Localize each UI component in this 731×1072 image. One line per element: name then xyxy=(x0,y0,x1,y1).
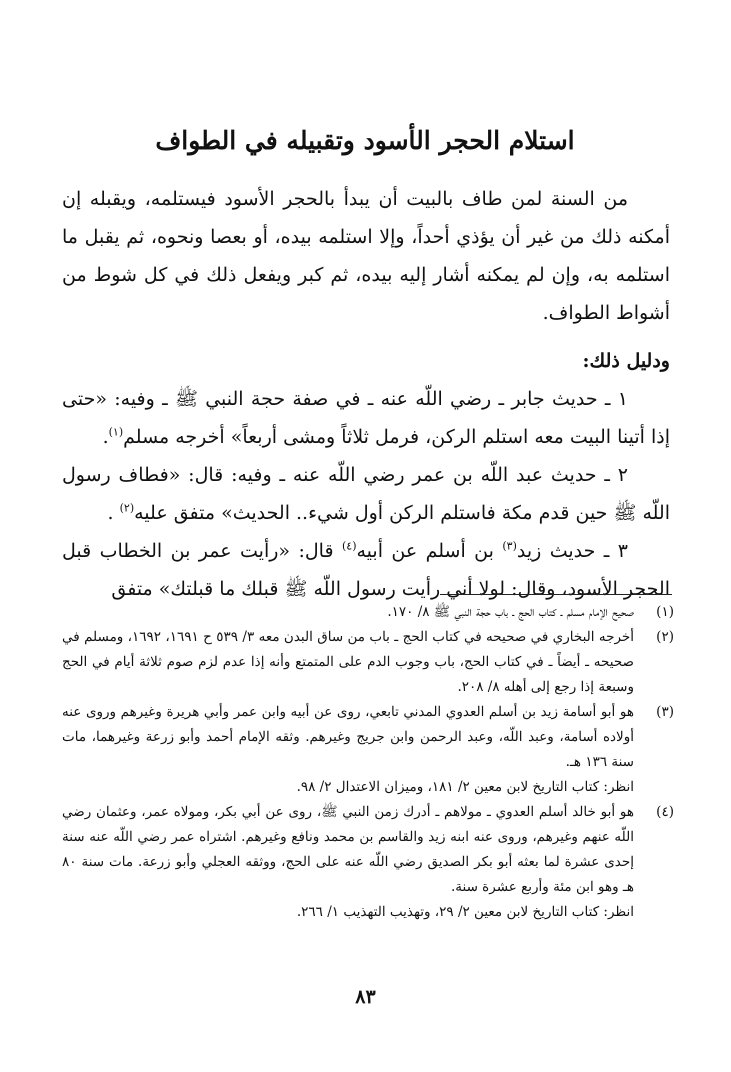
footnote-ref-4[interactable]: (٤) xyxy=(341,539,357,553)
footnote-text: هو أبو أسامة زيد بن أسلم العدوي المدني تابعي، روى عن أبيه وابن عمر وأبي هريرة وغيرهم وروى عنه أولاده أسامة، وعبد اللّه، وعبد الرحمن وابن جريج وغيرهم. وثقه الإمام أحمد وأبو زرعة وغيرهما، مات سنة ١٣٦ هـ. xyxy=(62,704,634,770)
footnote-reference: انظر: كتاب التاريخ لابن معين ٢/ ١٨١، وميزان الاعتدال ٢/ ٩٨. xyxy=(296,779,634,795)
hadith-2-end: . xyxy=(107,502,114,524)
hadith-3-text-c: قال: «رأيت عمر بن الخطاب قبل الحجر الأسود، وقال: لولا أني رأيت رسول اللّه ﷺ قبلك ما قبلتك» متفق xyxy=(62,540,670,600)
footnote-text: صحيح الإمام مسلم ـ كتاب الحج ـ باب حجة النبي ﷺ ٨/ ١٧٠. xyxy=(387,604,634,620)
footnote-body xyxy=(62,800,634,925)
footnote-text: أخرجه البخاري في صحيحه في كتاب الحج ـ باب من ساق البدن معه ٣/ ٥٣٩ ح ١٦٩١، ١٦٩٢، ومسلم في صحيحه ـ أيضاً ـ في كتاب الحج، باب وجوب الدم على المتمتع وأنه إذا عدم لزم صوم ثلاثة أيام في الحج وسبعة إذا رجع إلى أهله ٨/ ٢٠٨. xyxy=(62,629,635,695)
main-text xyxy=(62,180,670,608)
footnote-number: (٢) xyxy=(656,629,674,645)
footnote-1 xyxy=(62,600,674,625)
footnote-2 xyxy=(62,625,674,700)
intro-paragraph: من السنة لمن طاف بالبيت أن يبدأ بالحجر الأسود فيستلمه، ويقبله إن أمكنه ذلك من غير أن يؤذي أحداً، وإلا استلمه بيده، أو بعصا ونحوه، ثم يقبل ما استلمه به، وإن لم يمكنه أشار إليه بيده، ثم كبر ويفعل ذلك في كل شوط من أشواط الطواف. xyxy=(62,188,670,324)
hadith-1-text: ١ ـ حديث جابر ـ رضي اللّه عنه ـ في صفة حجة النبي ﷺ ـ وفيه: «حتى إذا أتينا البيت معه استلم الركن، فرمل ثلاثاً ومشى أربعاً» أخرجه مسلم xyxy=(62,388,670,448)
footnote-ref-1[interactable]: (١) xyxy=(108,425,124,439)
hadith-1-end: . xyxy=(102,426,109,448)
footnotes xyxy=(62,600,674,925)
footnote-number: (٤) xyxy=(656,804,674,820)
footnote-number: (١) xyxy=(656,604,674,620)
footnote-body xyxy=(62,625,634,700)
page-number: ٨٣ xyxy=(355,986,376,1008)
hadith-3 xyxy=(62,532,670,608)
footnote-number: (٣) xyxy=(656,704,674,720)
footnote-3 xyxy=(62,700,674,800)
page-title: استلام الحجر الأسود وتقبيله في الطواف xyxy=(155,126,575,155)
hadith-3-text-a: ٣ ـ حديث زيد xyxy=(516,540,628,562)
hadith-1 xyxy=(62,380,670,456)
footnote-divider xyxy=(440,594,672,595)
footnote-ref-3[interactable]: (٣) xyxy=(502,539,517,553)
footnote-body xyxy=(62,600,634,625)
footnote-body xyxy=(62,700,634,800)
evidence-heading: ودليل ذلك: xyxy=(582,350,670,372)
footnote-ref-2[interactable]: (٢) xyxy=(119,501,135,515)
hadith-2-text: ٢ ـ حديث عبد اللّه بن عمر رضي اللّه عنه ـ وفيه: قال: «فطاف رسول اللّه ﷺ حين قدم مكة فاستلم الركن أول شيء.. الحديث» متفق عليه xyxy=(62,464,670,524)
footnote-4 xyxy=(62,800,674,925)
hadith-3-text-b: بن أسلم عن أبيه xyxy=(356,540,494,562)
footnote-reference: انظر: كتاب التاريخ لابن معين ٢/ ٢٩، وتهذيب التهذيب ١/ ٢٦٦. xyxy=(296,904,634,920)
hadith-2 xyxy=(62,456,670,532)
footnote-text: هو أبو خالد أسلم العدوي ـ مولاهم ـ أدرك زمن النبي ﷺ، روى عن أبي بكر، ومولاه عمر، وعثمان رضي اللّه عنهم وغيرهم، وروى عنه ابنه زيد والقاسم بن محمد ونافع وغيرهم. اشتراه عمر رضي اللّه عنه سنة إحدى عشرة لما بعثه أبو بكر الصديق رضي اللّه عنه على الحج، ووثقه العجلي وأبو زرعة. مات سنة ٨٠ هـ وهو ابن مئة وأربع عشرة سنة. xyxy=(62,804,634,895)
